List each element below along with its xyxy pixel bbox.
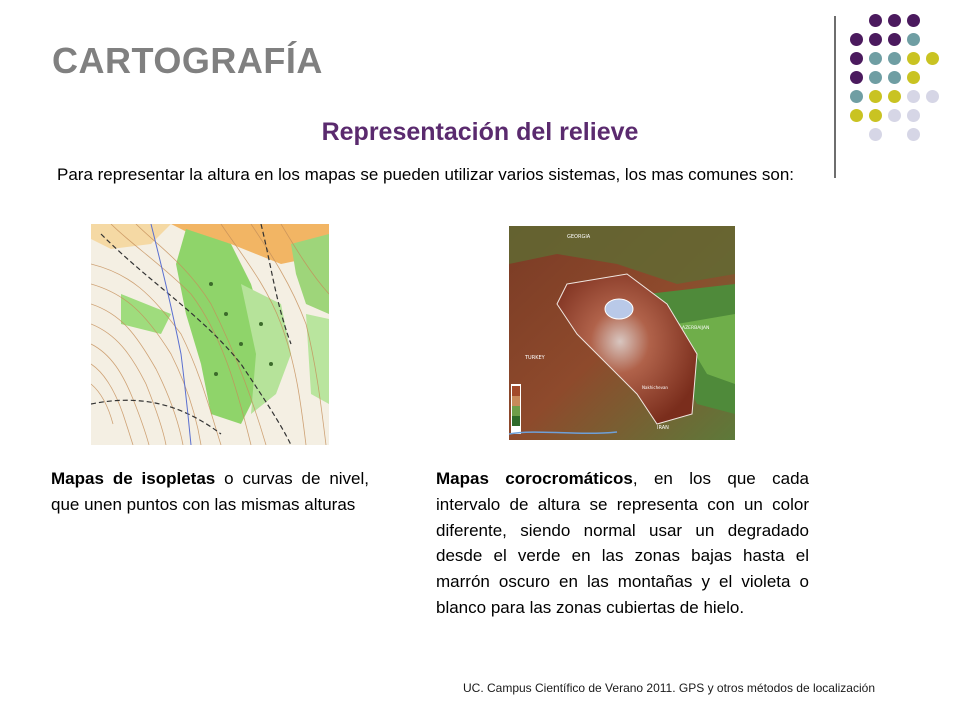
label-georgia: GEORGIA <box>567 234 591 240</box>
intro-paragraph: Para representar la altura en los mapas se pueden utilizar varios sistemas, los mas comunes son: <box>57 165 795 184</box>
decorative-dot <box>869 90 882 103</box>
decorative-dot <box>888 14 901 27</box>
decorative-dot <box>888 33 901 46</box>
contour-caption-text: o curvas de nivel, que unen puntos con las mismas alturas <box>51 469 370 514</box>
decorative-dot <box>869 52 882 65</box>
label-azerbaijan: AZERBAIJAN <box>682 326 710 331</box>
slide-subtitle: Representación del relieve <box>321 118 639 146</box>
label-iran: IRAN <box>657 425 669 431</box>
decorative-dot <box>850 71 863 84</box>
relief-map-image <box>497 214 749 446</box>
decorative-dot <box>850 52 863 65</box>
relief-caption-text: , en los que cada intervalo de altura se representa con un color diferente, siendo normal usar un degradado desde el verde en las zonas bajas hasta el marrón oscuro en las montañas y el violeta o blanco para las zonas cubiertas de hielo. <box>436 469 809 617</box>
slide-footer: UC. Campus Científico de Verano 2011. GPS y otros métodos de localización <box>463 681 875 695</box>
contour-map-image <box>91 224 329 445</box>
decorative-dot <box>907 33 920 46</box>
decorative-dot <box>850 90 863 103</box>
decorative-dot <box>869 14 882 27</box>
decorative-dot <box>888 71 901 84</box>
decorative-dot <box>888 52 901 65</box>
contour-map-caption <box>51 466 369 518</box>
decorative-dot <box>907 71 920 84</box>
relief-caption-bold: Mapas corocromáticos <box>436 469 633 488</box>
slide-title: CARTOGRAFÍA <box>52 40 323 81</box>
label-turkey: TURKEY <box>525 355 545 361</box>
label-nakhichevan: Nakhichevan <box>642 385 668 390</box>
vertical-divider <box>834 16 836 178</box>
relief-map-caption <box>436 466 809 621</box>
contour-caption-bold: Mapas de isopletas <box>51 469 216 488</box>
decorative-dot <box>926 52 939 65</box>
decorative-dot <box>869 33 882 46</box>
decorative-dot <box>907 90 920 103</box>
decorative-dot <box>926 90 939 103</box>
decorative-dot <box>869 71 882 84</box>
decorative-dot <box>850 33 863 46</box>
decorative-dot <box>907 14 920 27</box>
decorative-dot <box>888 90 901 103</box>
decorative-dot <box>907 52 920 65</box>
